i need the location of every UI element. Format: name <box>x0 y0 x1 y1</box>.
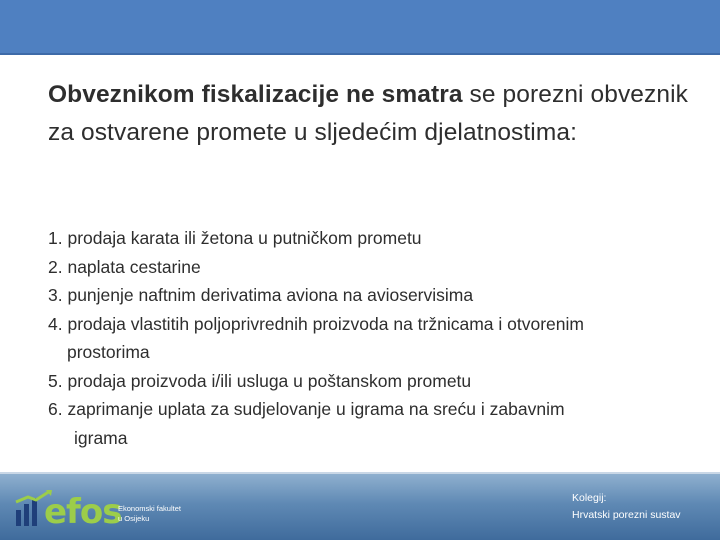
list-item <box>48 310 688 367</box>
list-item-continuation: prostorima <box>67 342 150 362</box>
slide-title-rest: se porezni obveznik za ostvarene promete u sljedećim djelatnostima: <box>48 81 688 146</box>
list-item <box>48 281 688 310</box>
slide-title <box>48 76 688 152</box>
list-item-text: 5. prodaja proizvoda i/ili usluga u poštanskom prometu <box>48 370 472 391</box>
course-label: Kolegij: <box>572 492 607 504</box>
list-item-continuation: igrama <box>74 427 128 448</box>
list-item <box>48 367 688 396</box>
logo-subtitle-line: Ekonomski fakultet <box>118 504 181 513</box>
header-band <box>0 0 720 53</box>
list-item <box>48 224 688 253</box>
list-item-text: 2. naplata cestarine <box>48 256 201 277</box>
logo-wordmark: efos <box>44 492 122 532</box>
list-item-text: 4. prodaja vlastitih poljoprivrednih proizvoda na tržnicama i otvorenim <box>48 313 584 334</box>
list-item-text: 1. prodaja karata ili žetona u putničkom prometu <box>48 228 422 248</box>
slide-title-bold: Obveznikom fiskalizacije ne smatra <box>48 81 463 108</box>
list-item <box>48 253 688 282</box>
list-item <box>48 395 688 452</box>
course-info <box>572 490 681 524</box>
list-item-text: 3. punjenje naftnim derivatima aviona na avioservisima <box>48 285 474 305</box>
list-item-text: 6. zaprimanje uplata za sudjelovanje u igrama na sreću i zabavnim <box>48 399 565 419</box>
logo-subtitle <box>118 504 198 524</box>
course-name: Hrvatski porezni sustav <box>572 509 681 521</box>
logo-subtitle-line: u Osijeku <box>118 514 150 523</box>
activity-list <box>48 224 688 452</box>
